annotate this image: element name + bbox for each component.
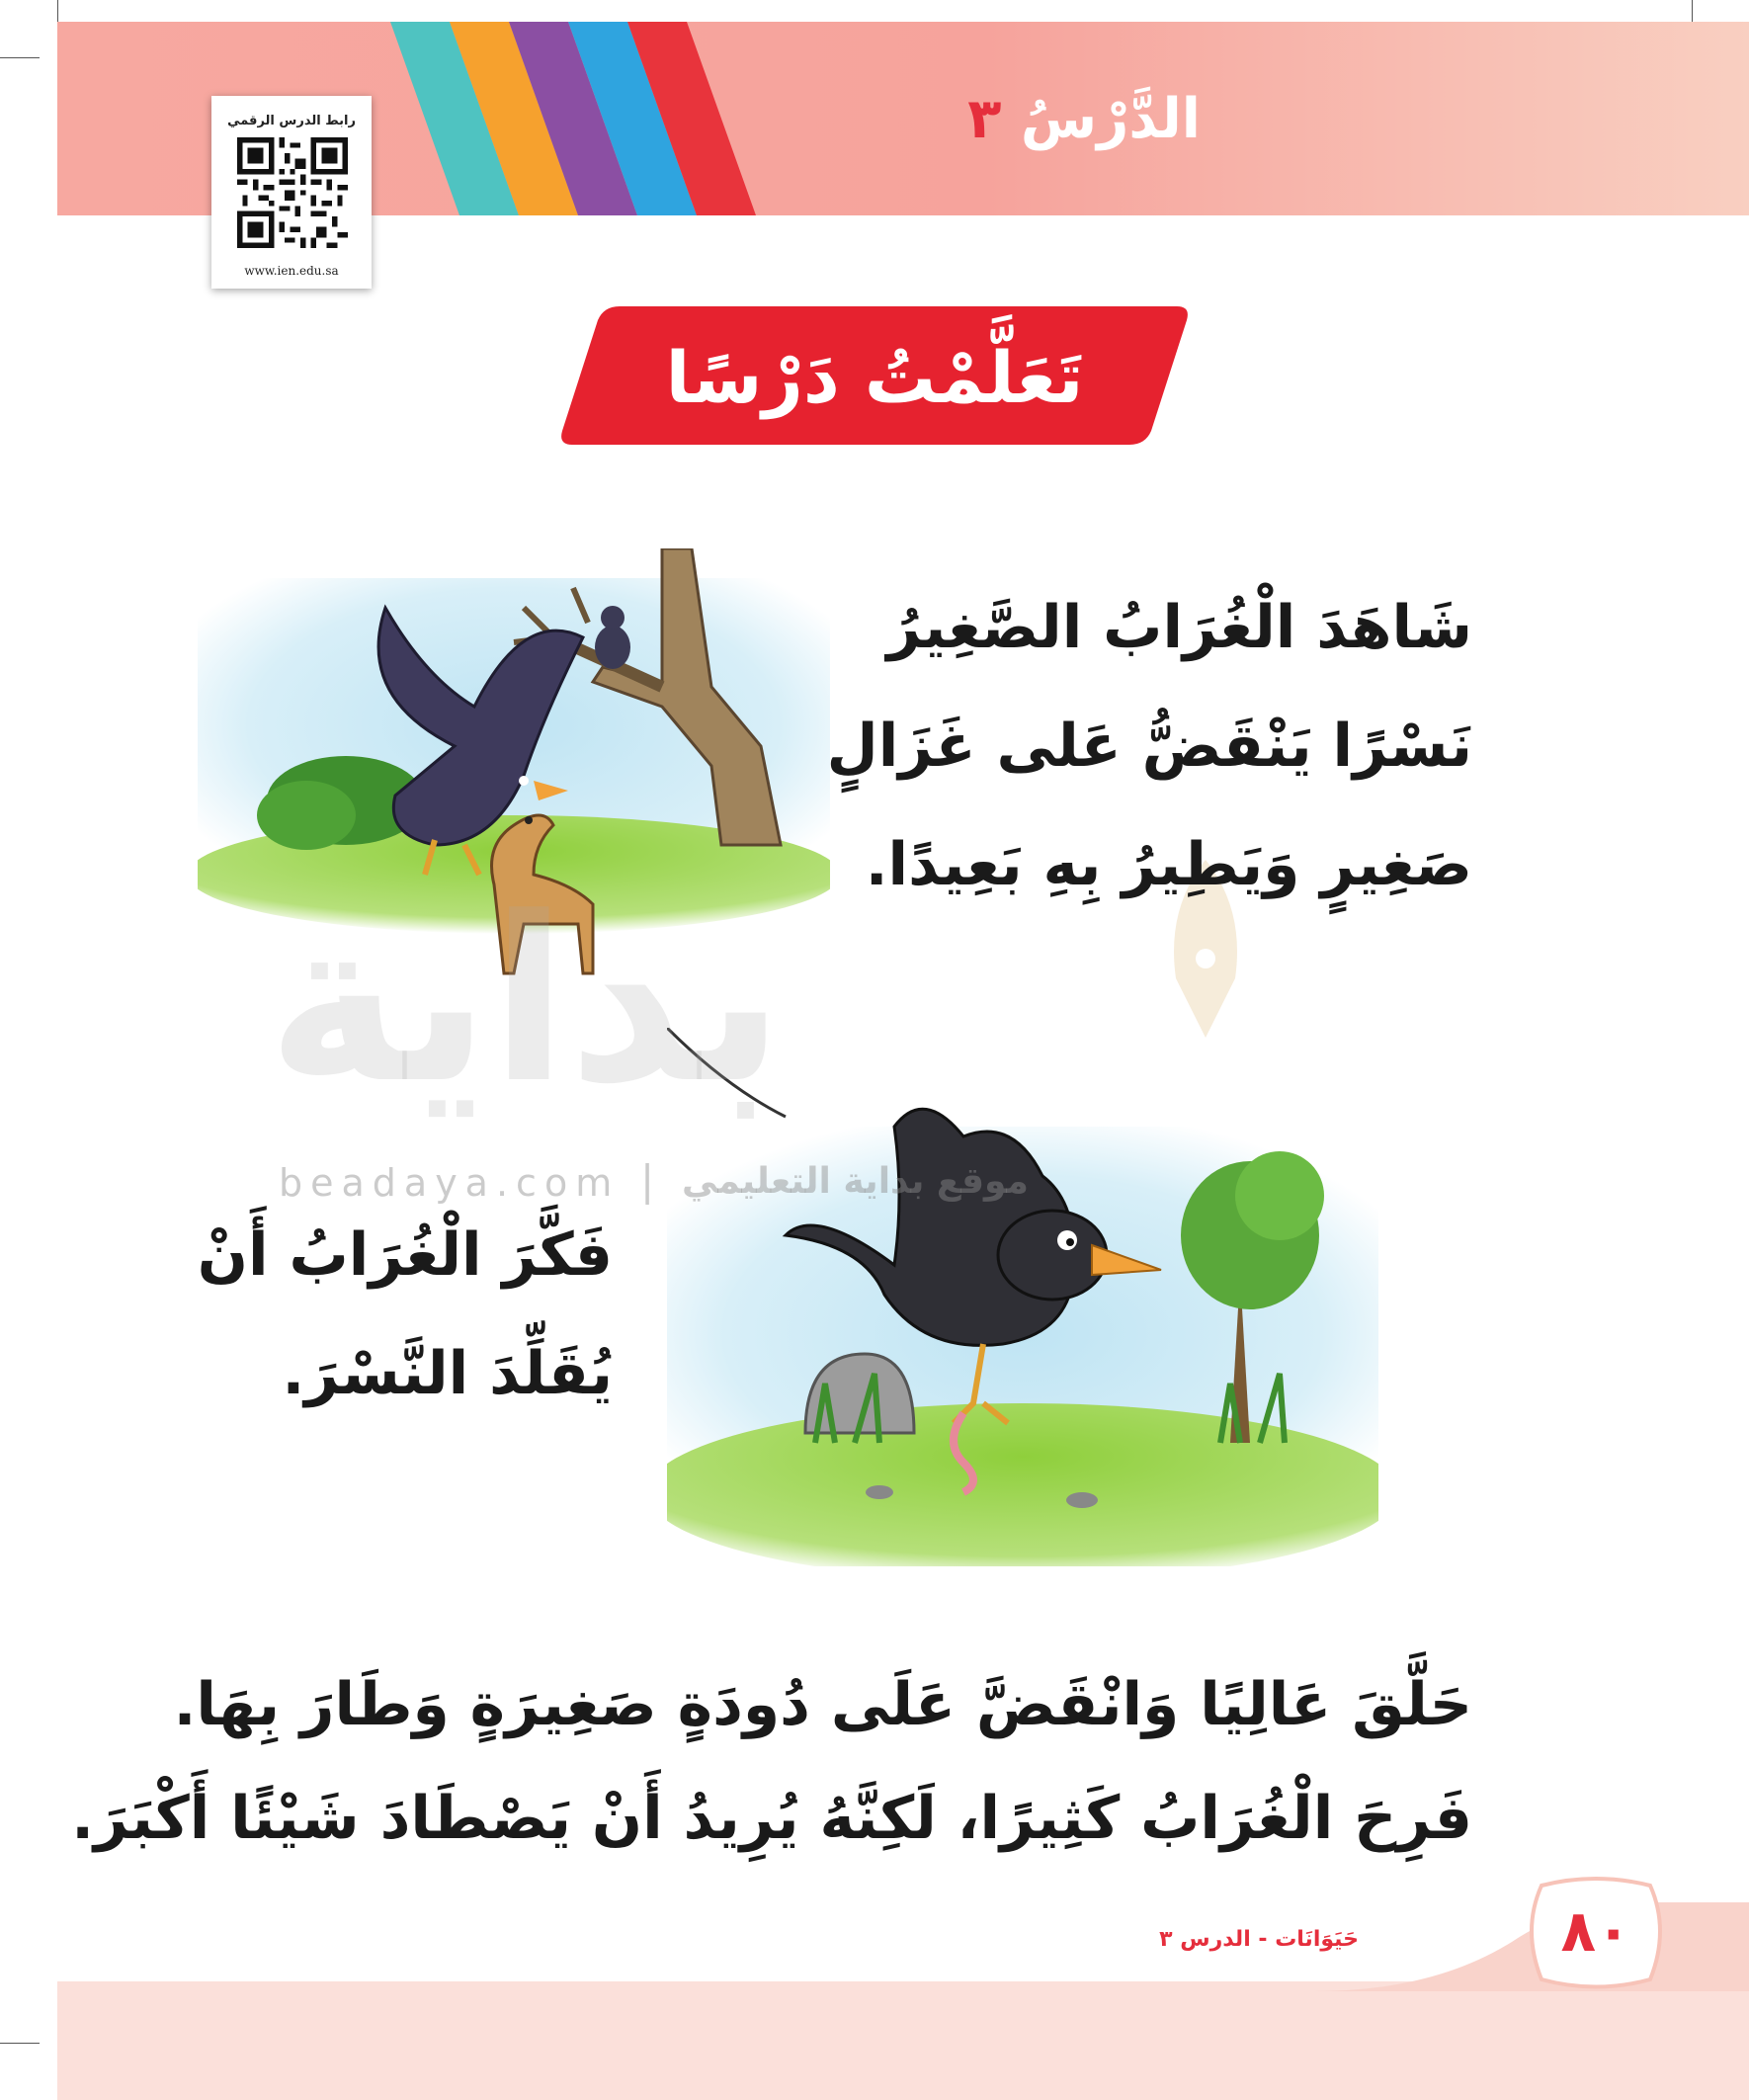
- story-line: نَسْرًا يَنْقَضُّ عَلى غَزَالٍ: [826, 712, 1472, 781]
- story-line: صَغِيرٍ وَيَطِيرُ بِهِ بَعِيدًا.: [865, 830, 1472, 899]
- qr-url[interactable]: www.ien.edu.sa: [244, 264, 339, 278]
- lesson-word: الدَّرْسُ: [1020, 87, 1201, 151]
- watermark-site-name: موقع بداية التعليمي: [682, 1161, 1029, 1202]
- story-line: شَاهَدَ الْغُرَابُ الصَّغِيرُ: [886, 593, 1472, 662]
- qr-card[interactable]: [211, 96, 372, 289]
- rainbow-stripes: [390, 22, 766, 215]
- story-line: فَرِحَ الْغُرَابُ كَثِيرًا، لَكِنَّهُ يُرِيدُ أَنْ يَصْطَادَ شَيْئًا أَكْبَرَ.: [71, 1784, 1472, 1853]
- story-line: فَكَّرَ الْغُرَابُ أَنْ: [197, 1220, 613, 1290]
- lesson-heading: [967, 87, 1201, 151]
- story-line: يُقَلِّدَ النَّسْرَ.: [282, 1339, 613, 1408]
- page-number: ٨٠: [1560, 1897, 1631, 1965]
- watermark-separator: |: [640, 1156, 655, 1205]
- page-title: تَعَلَّمْتُ دَرْسًا: [665, 336, 1084, 419]
- qr-code-icon[interactable]: [237, 137, 348, 248]
- story-line: حَلَّقَ عَالِيًا وَانْقَضَّ عَلَى دُودَةٍ صَغِيرَةٍ وَطَارَ بِهَا.: [173, 1670, 1472, 1739]
- watermark-url: beadaya.com: [279, 1161, 621, 1205]
- watermark-logo-text: بداية: [267, 870, 785, 1134]
- crop-mark: [0, 57, 40, 58]
- footer-band: [57, 1981, 1749, 2100]
- lesson-number: ٣: [967, 87, 1002, 151]
- qr-label: رابط الدرس الرقمي: [227, 114, 356, 128]
- footer-caption: حَيَوَانَات - الدرس ٣: [1159, 1927, 1359, 1952]
- crop-mark: [0, 2043, 40, 2044]
